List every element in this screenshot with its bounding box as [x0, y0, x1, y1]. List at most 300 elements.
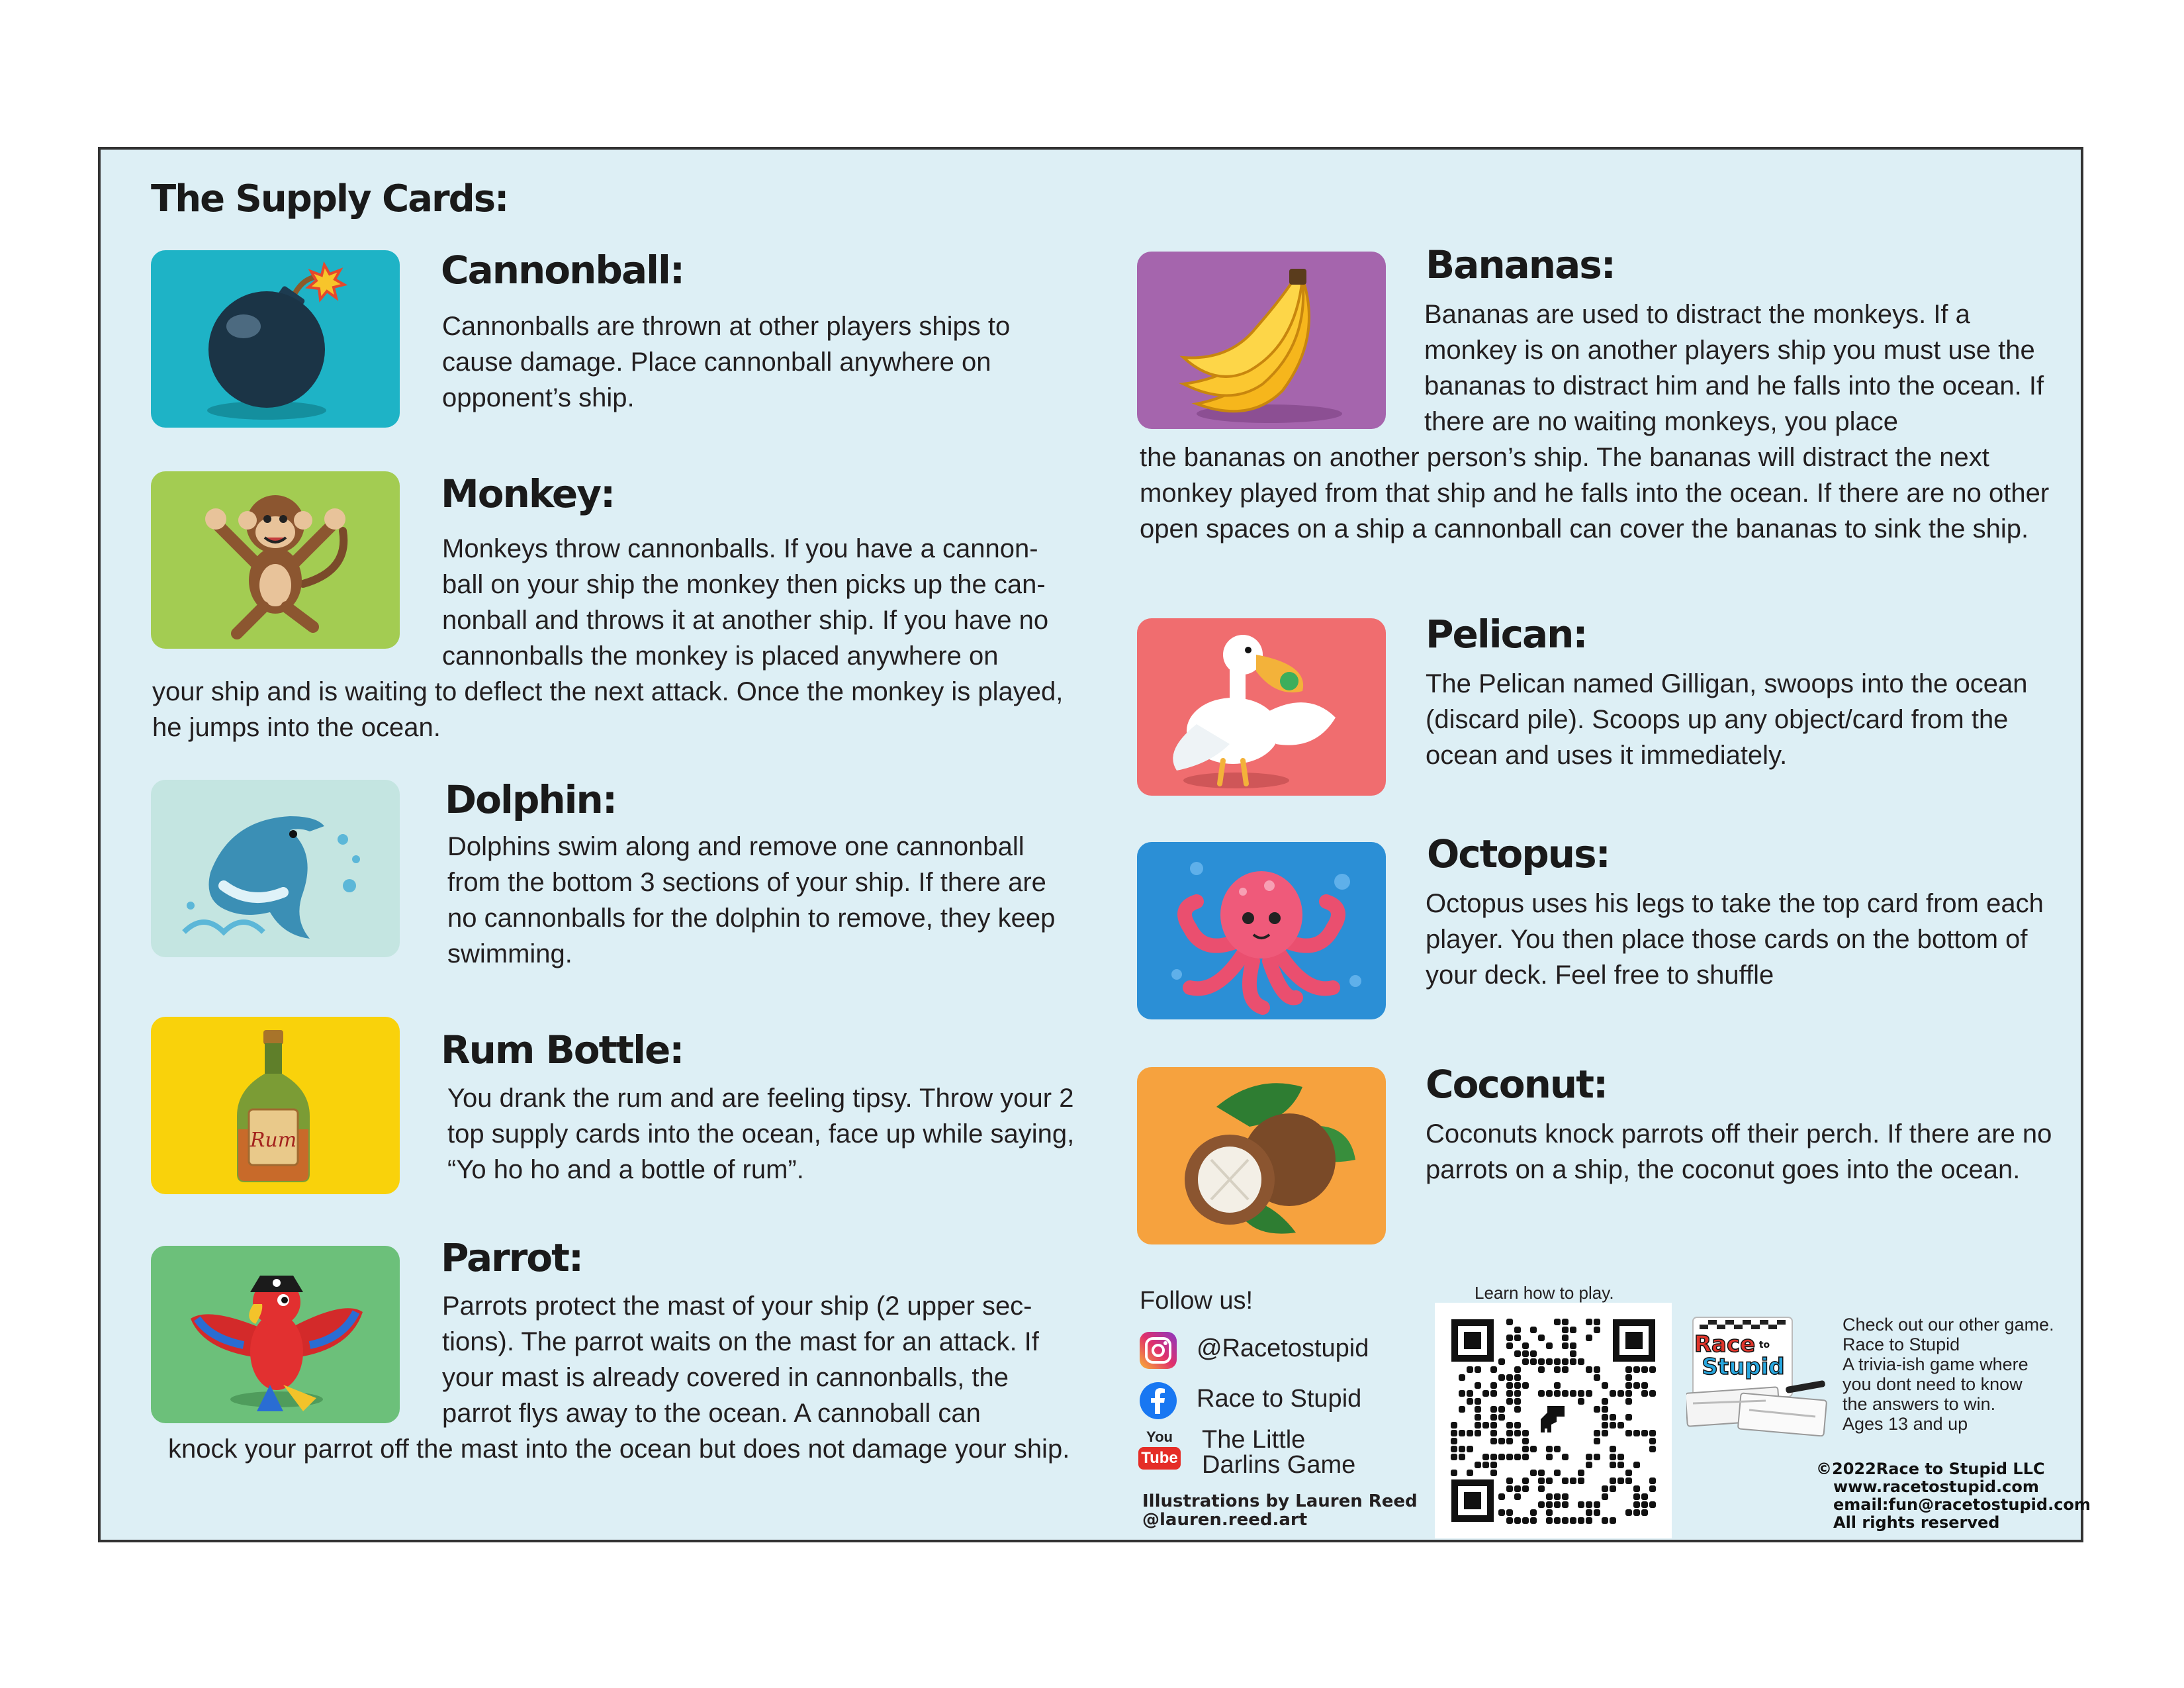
qr-module [1506, 1319, 1513, 1325]
coconut-icon [1137, 1067, 1386, 1244]
qr-module [1482, 1462, 1489, 1468]
qr-module [1594, 1406, 1600, 1413]
qr-module [1522, 1477, 1529, 1484]
bananas-description: Bananas are used to distract the monkeys. If a monkey is on another players ship you must use the bananas to distract him and he falls into the ocean. If there are no waiting monkeys, you place [1424, 300, 2044, 436]
qr-module [1506, 1374, 1513, 1381]
youtube-icon[interactable] [1138, 1429, 1181, 1476]
qr-module [1610, 1446, 1616, 1452]
credits-line1: Illustrations by Lauren Reed [1142, 1491, 1418, 1511]
qr-module [1451, 1438, 1457, 1444]
qr-module [1610, 1462, 1616, 1468]
qr-module [1633, 1501, 1640, 1508]
qr-module [1490, 1470, 1497, 1476]
qr-module [1610, 1414, 1616, 1421]
qr-module [1538, 1470, 1545, 1476]
qr-module [1570, 1327, 1576, 1333]
qr-module [1610, 1477, 1616, 1484]
qr-module [1530, 1470, 1537, 1476]
qr-module [1506, 1390, 1513, 1397]
qr-module [1514, 1335, 1521, 1341]
qr-module [1459, 1406, 1465, 1413]
rum-bottle-title: Rum Bottle: [441, 1027, 684, 1072]
qr-module [1490, 1430, 1497, 1436]
qr-module [1498, 1509, 1505, 1516]
pelican-icon [1137, 618, 1386, 796]
qr-module [1475, 1382, 1481, 1389]
qr-module [1538, 1485, 1545, 1492]
qr-module [1562, 1493, 1569, 1500]
follow-us-label: Follow us! [1140, 1287, 1253, 1315]
qr-module [1602, 1398, 1608, 1405]
pelican-title: Pelican: [1426, 612, 1587, 657]
qr-module [1641, 1366, 1648, 1373]
logo-race: Race [1694, 1331, 1756, 1358]
qr-module [1522, 1358, 1529, 1365]
qr-module [1570, 1517, 1576, 1524]
qr-module [1506, 1438, 1513, 1444]
coconut-card-image [1137, 1067, 1386, 1244]
website-link: www.racetostupid.com [1833, 1477, 2039, 1496]
dolphin-title: Dolphin: [445, 777, 617, 822]
qr-module [1633, 1382, 1640, 1389]
qr-module [1490, 1406, 1497, 1413]
qr-module [1467, 1430, 1473, 1436]
qr-module [1498, 1493, 1505, 1500]
qr-module [1633, 1430, 1640, 1436]
qr-module [1562, 1366, 1569, 1373]
qr-module [1578, 1358, 1584, 1365]
page-title: The Supply Cards: [151, 177, 508, 220]
qr-module [1633, 1509, 1640, 1516]
qr-module [1490, 1382, 1497, 1389]
rum-bottle-description: You drank the rum and are feeling tipsy. Throw your 2 top supply cards into the ocean, face up while saying, “Yo ho ho and a bottle of rum”. [447, 1084, 1075, 1184]
qr-module [1578, 1470, 1584, 1476]
qr-module [1594, 1438, 1600, 1444]
promo-text [1843, 1315, 2054, 1434]
qr-module [1617, 1462, 1624, 1468]
qr-module [1641, 1390, 1648, 1397]
qr-module [1602, 1493, 1608, 1500]
qr-module [1475, 1462, 1481, 1468]
qr-module [1514, 1485, 1521, 1492]
qr-module [1482, 1422, 1489, 1429]
qr-module [1538, 1501, 1545, 1508]
coconut-title: Coconut: [1426, 1062, 1608, 1107]
qr-module [1538, 1366, 1545, 1373]
qr-module [1546, 1501, 1553, 1508]
qr-module [1602, 1485, 1608, 1492]
qr-module [1459, 1454, 1465, 1460]
parrot-card-image [151, 1246, 400, 1423]
qr-module [1554, 1493, 1561, 1500]
qr-module [1459, 1390, 1465, 1397]
qr-module [1594, 1319, 1600, 1325]
qr-module [1522, 1485, 1529, 1492]
qr-module [1475, 1366, 1481, 1373]
promo-line: Ages 13 and up [1843, 1414, 1968, 1434]
rum-bottle-card-image [151, 1017, 400, 1194]
qr-module [1649, 1485, 1656, 1492]
qr-module [1451, 1430, 1457, 1436]
qr-module [1602, 1414, 1608, 1421]
qr-module [1578, 1390, 1584, 1397]
qr-module [1641, 1501, 1648, 1508]
qr-module [1546, 1358, 1553, 1365]
qr-module [1506, 1454, 1513, 1460]
qr-module [1594, 1454, 1600, 1460]
qr-module [1570, 1342, 1576, 1349]
qr-module [1451, 1446, 1457, 1452]
qr-module [1586, 1390, 1592, 1397]
qr-module [1538, 1335, 1545, 1341]
qr-module [1514, 1454, 1521, 1460]
qr-module [1625, 1398, 1632, 1405]
qr-module [1506, 1422, 1513, 1429]
qr-module [1649, 1438, 1656, 1444]
qr-module [1522, 1382, 1529, 1389]
qr-module [1586, 1501, 1592, 1508]
qr-module [1562, 1454, 1569, 1460]
supply-cards-sheet [98, 147, 2091, 1542]
dolphin-icon [151, 780, 400, 957]
qr-module [1649, 1366, 1656, 1373]
qr-module [1602, 1382, 1608, 1389]
qr-module [1649, 1430, 1656, 1436]
octopus-card-image [1137, 842, 1386, 1019]
qr-module [1554, 1501, 1561, 1508]
qr-module [1522, 1517, 1529, 1524]
bananas-card-image [1137, 252, 1386, 429]
bananas-title: Bananas: [1426, 242, 1615, 287]
qr-module [1530, 1350, 1537, 1357]
qr-module [1554, 1366, 1561, 1373]
race-to-stupid-game-image[interactable] [1686, 1304, 1832, 1436]
qr-module [1451, 1454, 1457, 1460]
qr-module [1625, 1414, 1632, 1421]
qr-module [1530, 1446, 1537, 1452]
qr-module [1586, 1462, 1592, 1468]
qr-module [1610, 1517, 1616, 1524]
qr-module [1617, 1390, 1624, 1397]
qr-module [1610, 1485, 1616, 1492]
qr-module [1475, 1398, 1481, 1405]
qr-module [1594, 1430, 1600, 1436]
qr-module [1546, 1509, 1553, 1516]
qr-module [1459, 1374, 1465, 1381]
instagram-handle[interactable]: @Racetostupid [1197, 1335, 1369, 1362]
qr-module [1617, 1454, 1624, 1460]
qr-module [1530, 1509, 1537, 1516]
qr-module [1514, 1422, 1521, 1429]
qr-module [1506, 1430, 1513, 1436]
copyright-block [1815, 1460, 2091, 1532]
facebook-icon[interactable] [1138, 1381, 1178, 1421]
qr-module [1625, 1382, 1632, 1389]
cannonball-title: Cannonball: [441, 248, 684, 293]
illustration-credits [1142, 1492, 1418, 1529]
qr-module [1602, 1406, 1608, 1413]
qr-module [1570, 1358, 1576, 1365]
qr-module [1649, 1446, 1656, 1452]
qr-module [1594, 1374, 1600, 1381]
qr-module [1459, 1446, 1465, 1452]
octopus-title: Octopus: [1427, 831, 1610, 876]
qr-module [1578, 1398, 1584, 1405]
qr-module [1610, 1422, 1616, 1429]
qr-module [1506, 1517, 1513, 1524]
qr-module [1610, 1454, 1616, 1460]
qr-module [1586, 1366, 1592, 1373]
qr-module [1594, 1327, 1600, 1333]
qr-module [1562, 1501, 1569, 1508]
qr-module [1562, 1358, 1569, 1365]
qr-module [1538, 1477, 1545, 1484]
instagram-icon[interactable] [1138, 1331, 1178, 1370]
qr-module [1522, 1438, 1529, 1444]
qr-module [1530, 1358, 1537, 1365]
qr-module [1498, 1406, 1505, 1413]
qr-module [1602, 1517, 1608, 1524]
qr-module [1633, 1485, 1640, 1492]
qr-module [1641, 1430, 1648, 1436]
bananas-icon [1137, 252, 1386, 429]
qr-module [1459, 1430, 1465, 1436]
qr-module [1514, 1398, 1521, 1405]
octopus-icon [1137, 842, 1386, 1019]
rights-line: All rights reserved [1833, 1513, 2000, 1532]
qr-module [1498, 1358, 1505, 1365]
qr-module [1514, 1382, 1521, 1389]
qr-module [1554, 1390, 1561, 1397]
qr-module [1546, 1454, 1553, 1460]
qr-module [1602, 1430, 1608, 1436]
qr-module [1522, 1430, 1529, 1436]
monkey-icon [151, 471, 400, 649]
qr-module [1586, 1517, 1592, 1524]
qr-module [1594, 1509, 1600, 1516]
youtube-channel-line2: Darlins Game [1202, 1451, 1356, 1479]
qr-module [1578, 1477, 1584, 1484]
promo-line: Check out our other game. [1843, 1315, 2054, 1335]
qr-module [1641, 1493, 1648, 1500]
qr-module [1514, 1517, 1521, 1524]
parrot-description-continued: knock your parrot off the mast into the ocean but does not damage your ship. [168, 1434, 1070, 1464]
qr-module [1514, 1406, 1521, 1413]
qr-module [1498, 1414, 1505, 1421]
youtube-channel[interactable] [1202, 1427, 1355, 1477]
promo-line: Race to Stupid [1843, 1335, 1960, 1354]
qr-caption: Learn how to play. [1475, 1283, 1614, 1303]
qr-module [1570, 1390, 1576, 1397]
qr-module [1625, 1509, 1632, 1516]
qr-module [1490, 1366, 1497, 1373]
dolphin-card-image [151, 780, 400, 957]
qr-module [1625, 1366, 1632, 1373]
qr-code[interactable] [1435, 1303, 1672, 1538]
parrot-description: Parrots protect the mast of your ship (2 upper sec-tions). The parrot waits on the mast for an attack. If your mast is already covered in cannonballs, the parrot flys away to the ocean. A cannoball can [442, 1291, 1039, 1428]
qr-module [1578, 1501, 1584, 1508]
qr-module [1625, 1390, 1632, 1397]
qr-module [1514, 1390, 1521, 1397]
qr-module [1562, 1390, 1569, 1397]
rum-bottle-icon [151, 1017, 400, 1194]
qr-module [1633, 1493, 1640, 1500]
cannonball-icon [151, 250, 400, 428]
qr-module [1475, 1414, 1481, 1421]
qr-module [1490, 1414, 1497, 1421]
promo-line: you dont need to know [1843, 1374, 2023, 1394]
qr-module [1522, 1350, 1529, 1357]
qr-module [1467, 1390, 1473, 1397]
qr-module [1514, 1366, 1521, 1373]
qr-module [1506, 1509, 1513, 1516]
qr-module [1514, 1327, 1521, 1333]
qr-module [1617, 1422, 1624, 1429]
qr-module [1649, 1390, 1656, 1397]
qr-module [1498, 1438, 1505, 1444]
qr-module [1538, 1390, 1545, 1397]
qr-module [1475, 1406, 1481, 1413]
qr-module [1490, 1462, 1497, 1468]
coconut-description: Coconuts knock parrots off their perch. If there are no parrots on a ship, the coconut goes into the ocean. [1426, 1119, 2052, 1184]
qr-module [1522, 1342, 1529, 1349]
qr-module [1602, 1422, 1608, 1429]
qr-module [1506, 1485, 1513, 1492]
qr-module [1594, 1366, 1600, 1373]
qr-module [1625, 1374, 1632, 1381]
qr-module [1506, 1335, 1513, 1341]
qr-module [1625, 1477, 1632, 1484]
qr-module [1562, 1327, 1569, 1333]
qr-module [1625, 1470, 1632, 1476]
parrot-title: Parrot: [441, 1235, 583, 1280]
youtube-icon-bottom: Tube [1138, 1447, 1181, 1470]
qr-module [1554, 1319, 1561, 1325]
qr-module [1514, 1430, 1521, 1436]
qr-module [1546, 1446, 1553, 1452]
bananas-description-continued: the bananas on another person’s ship. The bananas will distract the next monkey played from that ship and he falls into the ocean. If there are no other open spaces on a ship a cannonball can cover the bananas to sink the ship. [1140, 443, 2050, 543]
qr-module [1594, 1501, 1600, 1508]
qr-module [1475, 1422, 1481, 1429]
pelican-description: The Pelican named Gilligan, swoops into the ocean (discard pile). Scoops up any object/card from the ocean and uses it immediately. [1426, 669, 2028, 770]
qr-code-icon [1435, 1303, 1672, 1538]
qr-module [1467, 1470, 1473, 1476]
qr-module [1586, 1335, 1592, 1341]
qr-module [1554, 1382, 1561, 1389]
youtube-icon-top: You [1146, 1429, 1173, 1445]
qr-module [1586, 1319, 1592, 1325]
qr-module [1490, 1454, 1497, 1460]
qr-module [1482, 1390, 1489, 1397]
qr-module [1562, 1342, 1569, 1349]
qr-module [1641, 1509, 1648, 1516]
qr-module [1546, 1517, 1553, 1524]
facebook-name[interactable]: Race to Stupid [1197, 1385, 1362, 1413]
qr-module [1649, 1501, 1656, 1508]
qr-module [1546, 1477, 1553, 1484]
copyright-line: ©2022Race to Stupid LLC [1816, 1460, 2045, 1478]
rum-label: Rum [250, 1129, 297, 1152]
qr-module [1562, 1335, 1569, 1341]
qr-module [1554, 1358, 1561, 1365]
cannonball-card-image [151, 250, 400, 428]
monkey-description: Monkeys throw cannonballs. If you have a cannon-ball on your ship the monkey then picks up the can-nonball and throws it at another ship. If you have no cannonballs the monkey is placed anywhere on [442, 534, 1049, 671]
qr-module [1498, 1374, 1505, 1381]
logo-to: to [1758, 1340, 1770, 1350]
qr-module [1554, 1517, 1561, 1524]
qr-module [1522, 1446, 1529, 1452]
qr-module [1554, 1446, 1561, 1452]
qr-module [1490, 1390, 1497, 1397]
qr-module [1562, 1477, 1569, 1484]
qr-module [1490, 1422, 1497, 1429]
qr-module [1586, 1509, 1592, 1516]
qr-module [1498, 1454, 1505, 1460]
octopus-description: Octopus uses his legs to take the top card from each player. You then place those cards on the bottom of your deck. Feel free to shuffle [1426, 889, 2044, 990]
qr-module [1482, 1454, 1489, 1460]
qr-module [1546, 1493, 1553, 1500]
qr-module [1514, 1493, 1521, 1500]
monkey-card-image [151, 471, 400, 649]
qr-module [1578, 1517, 1584, 1524]
credits-line2: @lauren.reed.art [1142, 1510, 1308, 1530]
qr-module [1610, 1390, 1616, 1397]
qr-module [1530, 1327, 1537, 1333]
qr-module [1586, 1454, 1592, 1460]
qr-module [1522, 1454, 1529, 1460]
dolphin-description: Dolphins swim along and remove one cannonball from the bottom 3 sections of your ship. If there are no cannonballs for the dolphin to remove, they keep swimming. [447, 832, 1056, 968]
qr-module [1514, 1350, 1521, 1357]
qr-module [1554, 1470, 1561, 1476]
qr-module [1617, 1477, 1624, 1484]
qr-module [1538, 1358, 1545, 1365]
qr-module [1475, 1430, 1481, 1436]
pelican-card-image [1137, 618, 1386, 796]
monkey-title: Monkey: [441, 471, 615, 516]
monkey-description-continued: your ship and is waiting to deflect the next attack. Once the monkey is played, he jumps into the ocean. [152, 677, 1064, 742]
qr-module [1490, 1438, 1497, 1444]
qr-module [1506, 1398, 1513, 1405]
qr-module [1570, 1350, 1576, 1357]
logo-stupid: Stupid [1702, 1354, 1785, 1380]
qr-module [1506, 1382, 1513, 1389]
qr-module [1570, 1477, 1576, 1484]
email-link: email:fun@racetostupid.com [1833, 1495, 2091, 1514]
qr-module [1506, 1477, 1513, 1484]
cannonball-description: Cannonballs are thrown at other players ships to cause damage. Place cannonball anywhere on opponent’s ship. [442, 312, 1011, 412]
youtube-channel-line1: The Little [1202, 1426, 1306, 1454]
qr-module [1546, 1390, 1553, 1397]
qr-module [1625, 1430, 1632, 1436]
parrot-icon [151, 1246, 400, 1423]
qr-module [1506, 1342, 1513, 1349]
qr-module [1546, 1342, 1553, 1349]
qr-module [1467, 1398, 1473, 1405]
qr-module [1633, 1366, 1640, 1373]
qr-module [1467, 1446, 1473, 1452]
qr-module [1633, 1462, 1640, 1468]
qr-module [1562, 1319, 1569, 1325]
qr-module [1467, 1366, 1473, 1373]
qr-module [1451, 1470, 1457, 1476]
qr-module [1649, 1477, 1656, 1484]
promo-line: A trivia-ish game where [1843, 1354, 2028, 1374]
qr-module [1562, 1517, 1569, 1524]
qr-module [1641, 1382, 1648, 1389]
promo-line: the answers to win. [1843, 1394, 1996, 1414]
qr-module [1530, 1517, 1537, 1524]
qr-module [1514, 1374, 1521, 1381]
